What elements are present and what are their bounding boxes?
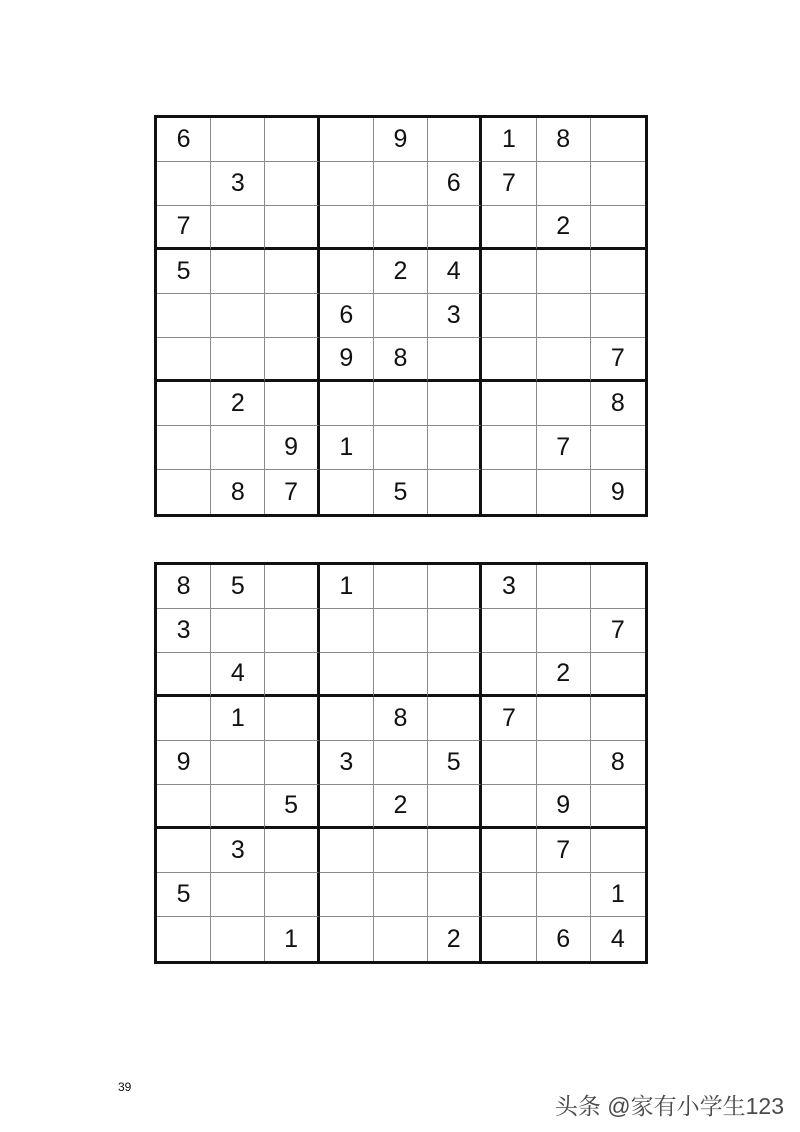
sudoku-cell: [428, 565, 482, 609]
sudoku-cell: 3: [211, 829, 265, 873]
sudoku-cell: [157, 382, 211, 426]
sudoku-cell: [428, 829, 482, 873]
sudoku-cell: [374, 162, 428, 206]
sudoku-cell: [157, 697, 211, 741]
sudoku-cell: [265, 829, 319, 873]
sudoku-cell: 1: [591, 873, 645, 917]
sudoku-cell: [482, 250, 536, 294]
sudoku-cell: [537, 697, 591, 741]
sudoku-cell: 5: [211, 565, 265, 609]
sudoku-cell: 8: [374, 697, 428, 741]
sudoku-cell: [265, 609, 319, 653]
sudoku-cell: [537, 162, 591, 206]
sudoku-cell: [591, 785, 645, 829]
sudoku-cell: [428, 785, 482, 829]
sudoku-cell: [537, 565, 591, 609]
sudoku-cell: 4: [428, 250, 482, 294]
sudoku-cell: [591, 162, 645, 206]
sudoku-cell: [265, 565, 319, 609]
sudoku-cell: 6: [320, 294, 374, 338]
sudoku-cell: 1: [482, 118, 536, 162]
sudoku-cell: [320, 609, 374, 653]
sudoku-cell: 8: [211, 470, 265, 514]
sudoku-cell: 5: [374, 470, 428, 514]
sudoku-cell: 8: [537, 118, 591, 162]
sudoku-cell: [591, 294, 645, 338]
sudoku-cell: [428, 697, 482, 741]
sudoku-cell: [265, 118, 319, 162]
sudoku-cell: [374, 917, 428, 961]
sudoku-cell: [157, 338, 211, 382]
sudoku-cell: [320, 873, 374, 917]
sudoku-cell: 7: [157, 206, 211, 250]
sudoku-cell: [265, 250, 319, 294]
sudoku-cell: [482, 206, 536, 250]
sudoku-cell: [591, 250, 645, 294]
sudoku-cell: [211, 426, 265, 470]
sudoku-cell: 7: [537, 829, 591, 873]
sudoku-cell: [537, 873, 591, 917]
sudoku-cell: [211, 206, 265, 250]
sudoku-cell: [265, 294, 319, 338]
sudoku-cell: [428, 382, 482, 426]
sudoku-cell: [428, 609, 482, 653]
sudoku-cell: [320, 829, 374, 873]
sudoku-cell: [374, 653, 428, 697]
sudoku-cell: [265, 162, 319, 206]
sudoku-cell: 7: [591, 609, 645, 653]
sudoku-cell: [265, 338, 319, 382]
sudoku-cell: [482, 785, 536, 829]
sudoku-cell: 2: [537, 653, 591, 697]
sudoku-cell: [537, 338, 591, 382]
sudoku-cell: [157, 653, 211, 697]
sudoku-cell: [211, 294, 265, 338]
sudoku-cell: [320, 118, 374, 162]
sudoku-cell: 3: [157, 609, 211, 653]
sudoku-cell: 5: [428, 741, 482, 785]
sudoku-cell: 7: [537, 426, 591, 470]
sudoku-cell: 5: [157, 250, 211, 294]
sudoku-grid-1: [154, 115, 648, 517]
sudoku-cell: 3: [428, 294, 482, 338]
sudoku-cell: [211, 785, 265, 829]
page-number: 39: [118, 1080, 132, 1094]
sudoku-cell: [591, 426, 645, 470]
sudoku-cell: [428, 470, 482, 514]
sudoku-cell: 6: [537, 917, 591, 961]
sudoku-cell: [591, 565, 645, 609]
sudoku-cell: [537, 382, 591, 426]
sudoku-cell: 9: [320, 338, 374, 382]
sudoku-cell: 8: [591, 741, 645, 785]
sudoku-cell: [428, 338, 482, 382]
sudoku-cell: [537, 741, 591, 785]
sudoku-cell: 9: [610, 477, 625, 506]
sudoku-cell: [320, 917, 374, 961]
sudoku-cell: 8: [591, 382, 645, 426]
sudoku-cell: 3: [320, 741, 374, 785]
sudoku-cell: [374, 609, 428, 653]
sudoku-cell: [320, 653, 374, 697]
sudoku-cell: [211, 609, 265, 653]
sudoku-cell: 1: [320, 565, 374, 609]
sudoku-cell: 2: [428, 917, 482, 961]
sudoku-cell: [428, 118, 482, 162]
sudoku-cell: [157, 829, 211, 873]
sudoku-cell: [537, 470, 591, 514]
sudoku-cell: 6: [428, 162, 482, 206]
sudoku-cell: 7: [482, 697, 536, 741]
sudoku-cell: 8: [374, 338, 428, 382]
sudoku-cell: 7: [482, 162, 536, 206]
sudoku-cell: [320, 470, 374, 514]
sudoku-cell: [428, 873, 482, 917]
sudoku-cell: [482, 338, 536, 382]
sudoku-cell: [320, 162, 374, 206]
sudoku-cell: [482, 426, 536, 470]
sudoku-cell: [537, 294, 591, 338]
sudoku-cell: [320, 697, 374, 741]
sudoku-cell: [482, 873, 536, 917]
sudoku-cell: 1: [265, 917, 319, 961]
sudoku-cell: [211, 338, 265, 382]
sudoku-cell: [374, 206, 428, 250]
sudoku-cell: 4: [610, 924, 625, 953]
sudoku-cell: 9: [537, 785, 591, 829]
sudoku-cell: 2: [374, 785, 428, 829]
sudoku-cell: [482, 294, 536, 338]
sudoku-cell: [157, 785, 211, 829]
sudoku-cell: [265, 741, 319, 785]
sudoku-cell: [591, 829, 645, 873]
sudoku-cell: 9: [265, 426, 319, 470]
sudoku-cell: 7: [591, 338, 645, 382]
sudoku-cell: 5: [157, 873, 211, 917]
sudoku-cell: [428, 426, 482, 470]
sudoku-cell: 9: [157, 741, 211, 785]
sudoku-cell: [320, 250, 374, 294]
sudoku-cell: [374, 426, 428, 470]
sudoku-cell: [265, 382, 319, 426]
sudoku-cell: [374, 741, 428, 785]
sudoku-cell: [374, 294, 428, 338]
sudoku-cell: [265, 206, 319, 250]
sudoku-cell: 7: [265, 470, 319, 514]
sudoku-cell: [374, 565, 428, 609]
sudoku-cell: 2: [211, 382, 265, 426]
sudoku-cell: 5: [265, 785, 319, 829]
sudoku-cell: [157, 917, 211, 961]
sudoku-cell: [482, 741, 536, 785]
sudoku-cell: [320, 382, 374, 426]
sudoku-cell: 2: [537, 206, 591, 250]
sudoku-cell: [211, 873, 265, 917]
sudoku-cell: [320, 206, 374, 250]
sudoku-cell: 2: [374, 250, 428, 294]
sudoku-cell: [157, 294, 211, 338]
sudoku-cell: [428, 653, 482, 697]
sudoku-cell: [482, 382, 536, 426]
sudoku-cell: [374, 382, 428, 426]
sudoku-cell: 3: [482, 565, 536, 609]
sudoku-cell: 1: [211, 697, 265, 741]
sudoku-cell: [320, 785, 374, 829]
sudoku-cell: [428, 206, 482, 250]
sudoku-cell: [591, 206, 645, 250]
sudoku-cell: [265, 653, 319, 697]
sudoku-cell: [374, 873, 428, 917]
sudoku-cell: [211, 741, 265, 785]
sudoku-cell: [482, 829, 536, 873]
watermark-text: 头条 @家有小学生123: [554, 1093, 784, 1119]
sudoku-cell: [591, 653, 645, 697]
sudoku-cell: 9: [374, 118, 428, 162]
sudoku-cell: 6: [157, 118, 211, 162]
sudoku-cell: [211, 917, 265, 961]
sudoku-cell: [591, 118, 645, 162]
sudoku-cell: [157, 470, 211, 514]
sudoku-cell: [482, 470, 536, 514]
sudoku-cell: [157, 426, 211, 470]
sudoku-cell: [211, 250, 265, 294]
sudoku-cell: [265, 697, 319, 741]
sudoku-cell: [482, 917, 536, 961]
sudoku-cell: [374, 829, 428, 873]
sudoku-cell: [537, 609, 591, 653]
sudoku-cell: [211, 118, 265, 162]
sudoku-cell: [482, 609, 536, 653]
sudoku-cell: [482, 653, 536, 697]
sudoku-cell: [157, 162, 211, 206]
sudoku-cell: [537, 250, 591, 294]
sudoku-cell: 3: [211, 162, 265, 206]
sudoku-cell: 1: [320, 426, 374, 470]
sudoku-grid-2: [154, 562, 648, 964]
sudoku-cell: [265, 873, 319, 917]
sudoku-cell: [591, 697, 645, 741]
sudoku-cell: 4: [211, 653, 265, 697]
sudoku-cell: 8: [157, 565, 211, 609]
